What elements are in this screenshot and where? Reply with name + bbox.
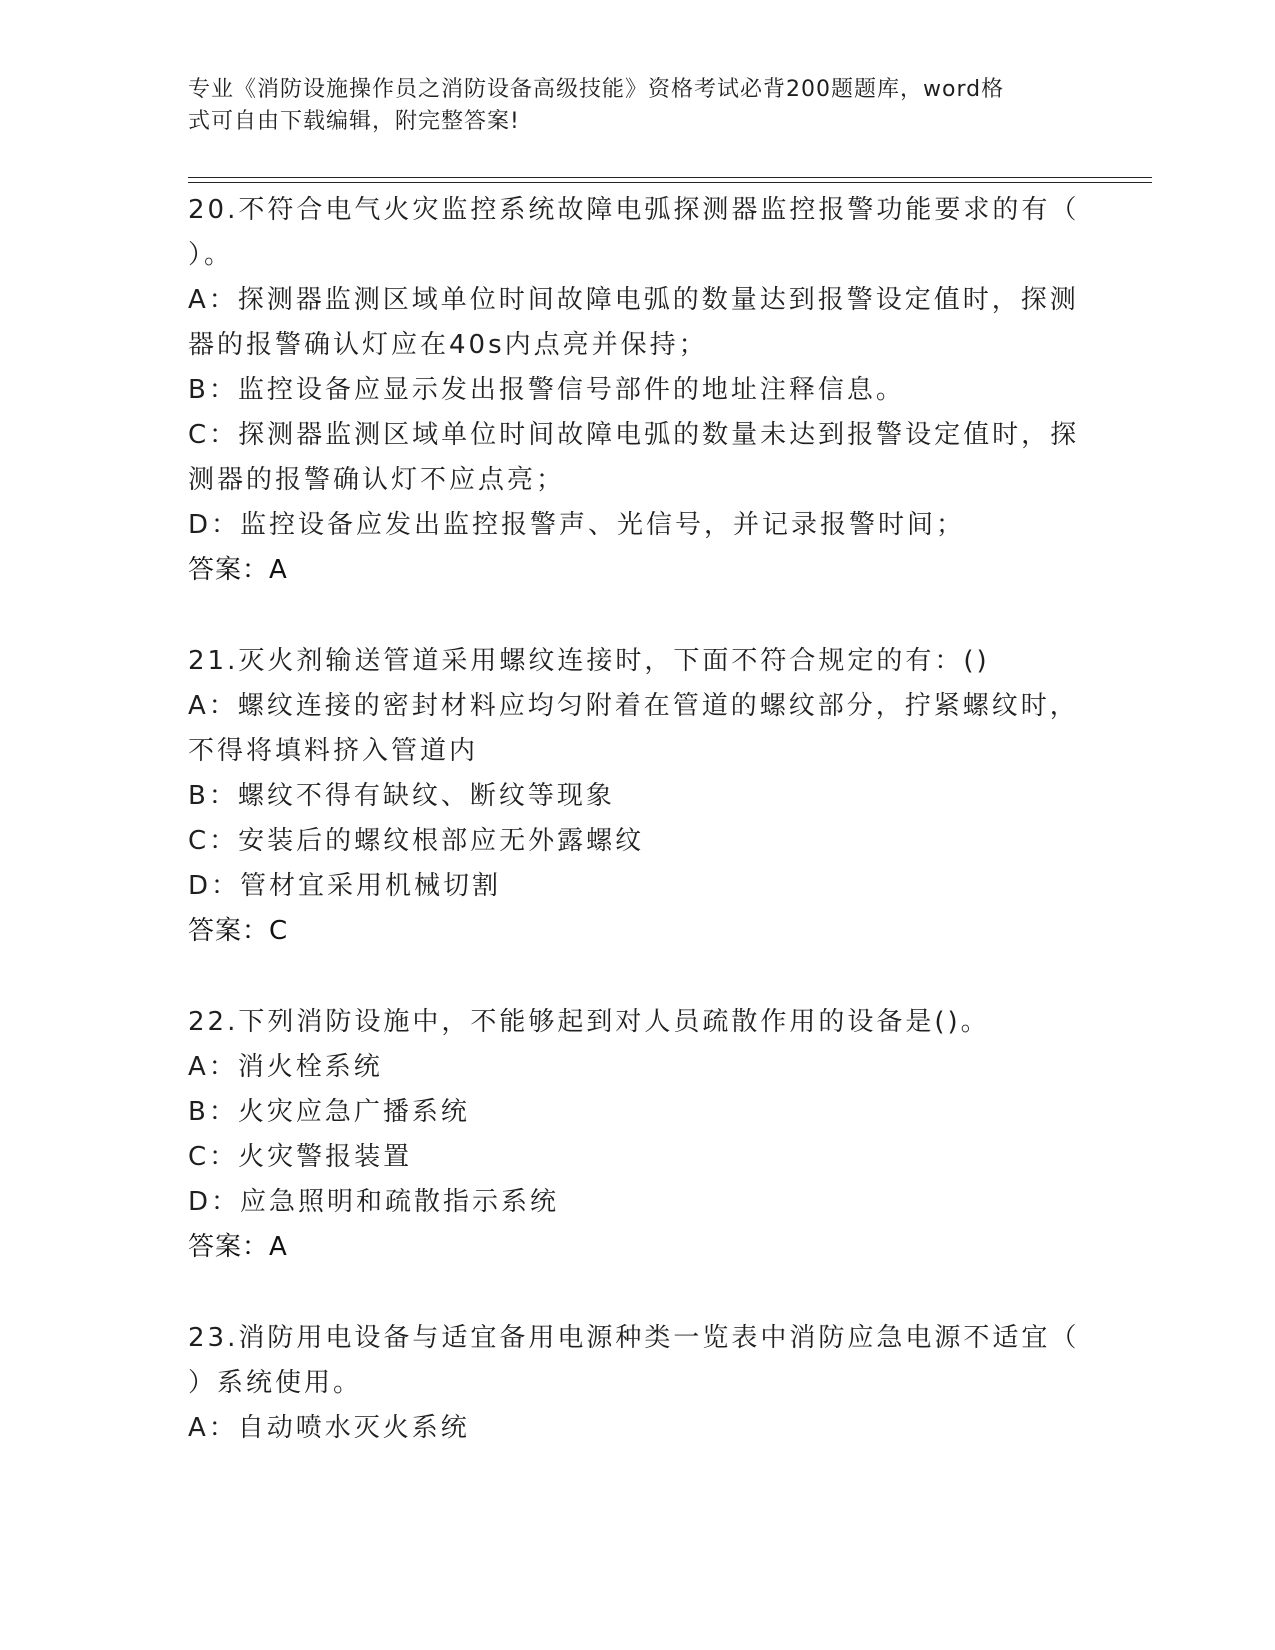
option-a: A：自动喷水灭火系统 (188, 1413, 470, 1443)
option-a: A：螺纹连接的密封材料应均匀附着在管道的螺纹部分，拧紧螺纹时， (188, 691, 1079, 721)
option-d: D：监控设备应发出监控报警声、光信号，并记录报警时间； (188, 510, 966, 540)
header-divider-top (188, 177, 1152, 178)
question-stem: ）。 (188, 240, 234, 270)
option-b: B：螺纹不得有缺纹、断纹等现象 (188, 781, 615, 811)
option-a: A：消火栓系统 (188, 1052, 383, 1082)
question-stem: 22.下列消防设施中，不能够起到对人员疏散作用的设备是()。 (188, 1007, 990, 1037)
header-line-1: 专业《消防设施操作员之消防设备高级技能》资格考试必背200题题库，word格 (188, 77, 1005, 102)
option-a: A：探测器监测区域单位时间故障电弧的数量达到报警设定值时，探测 (188, 285, 1079, 315)
option-c: C：探测器监测区域单位时间故障电弧的数量未达到报警设定值时，探 (188, 420, 1080, 450)
answer: 答案：C (188, 916, 289, 946)
answer: 答案：A (188, 555, 288, 585)
header-line-2: 式可自由下载编辑，附完整答案! (188, 109, 520, 134)
document-header (188, 74, 1068, 138)
option-c: C：火灾警报装置 (188, 1142, 413, 1172)
question-22 (188, 1000, 1088, 1270)
question-list (188, 188, 1088, 1451)
option-b: B：监控设备应显示发出报警信号部件的地址注释信息。 (188, 375, 905, 405)
header-divider-bottom (188, 182, 1152, 183)
question-23 (188, 1316, 1088, 1451)
option-a-continued: 器的报警确认灯应在40s内点亮并保持； (188, 330, 708, 360)
question-stem: 20.不符合电气火灾监控系统故障电弧探测器监控报警功能要求的有（ (188, 195, 1080, 225)
answer: 答案：A (188, 1232, 288, 1262)
option-d: D：应急照明和疏散指示系统 (188, 1187, 560, 1217)
option-d: D：管材宜采用机械切割 (188, 871, 502, 901)
question-stem: 23.消防用电设备与适宜备用电源种类一览表中消防应急电源不适宜（ (188, 1323, 1080, 1353)
question-20 (188, 188, 1088, 593)
option-a-continued: 不得将填料挤入管道内 (188, 736, 479, 766)
question-stem: 21.灭火剂输送管道采用螺纹连接时，下面不符合规定的有：() (188, 646, 990, 676)
question-21 (188, 639, 1088, 954)
option-c-continued: 测器的报警确认灯不应点亮； (188, 465, 566, 495)
question-stem: ）系统使用。 (188, 1368, 363, 1398)
option-b: B：火灾应急广播系统 (188, 1097, 470, 1127)
option-c: C：安装后的螺纹根部应无外露螺纹 (188, 826, 645, 856)
